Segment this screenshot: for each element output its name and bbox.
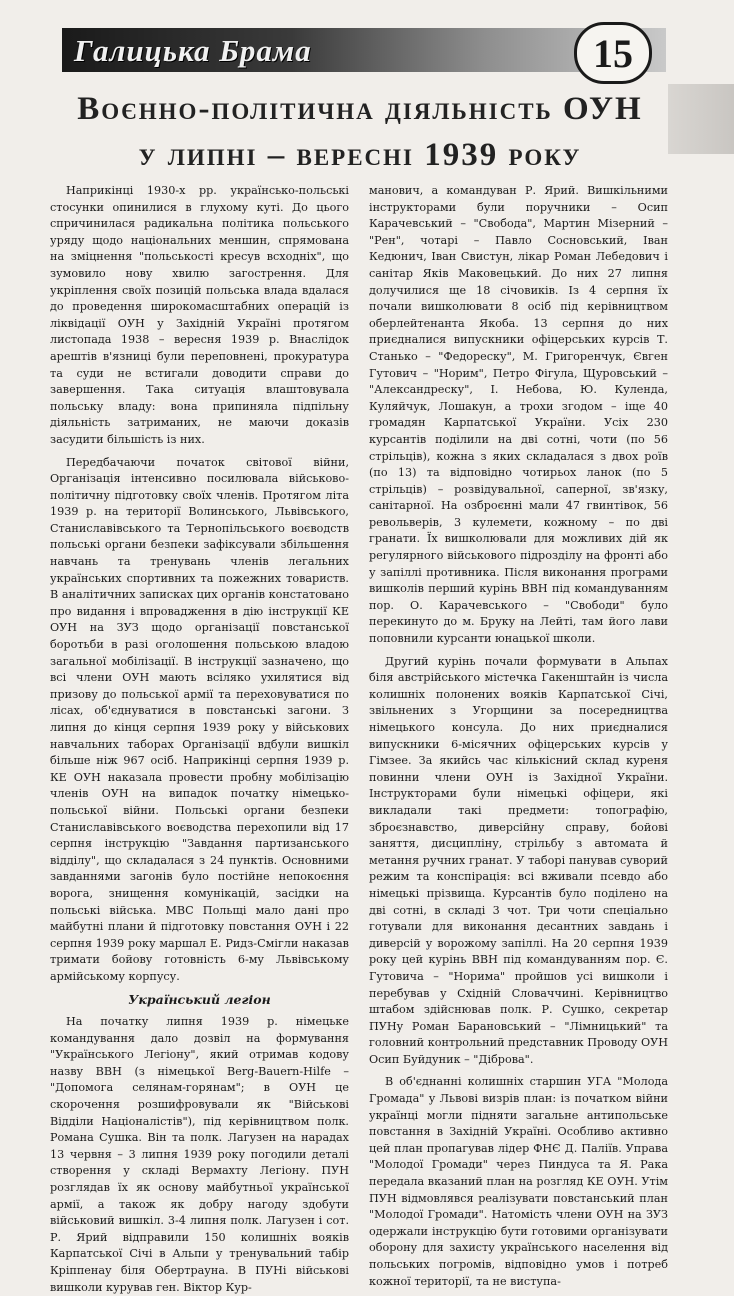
magazine-name: Галицька Брама <box>74 33 312 68</box>
section-subheading: Український легіон <box>128 991 271 1007</box>
right-column <box>369 183 668 1288</box>
article-title-line-2: у липні – вересні 1939 року <box>138 137 582 173</box>
article-title-line-1: Воєнно-політична діяльність ОУН <box>77 91 643 127</box>
left-column <box>50 183 349 1294</box>
paragraph: В об'єднанні колишніх старшин УГА "Молода Громада" у Львові визрів план: із початком війни українці могли підняти загальне антипольське повстання в Західній Україні. Особливо активно цей план пропагував лідер ФНЄ Д. Паліїв. Управа "Молодої Громади" через Пиндуса та Я. Рака передала вказаний план на розгляд КЕ ОУН. Утім ПУН відмовлявся реалізувати повстанський план "Молодої Громади". Натомість члени ОУН на ЗУЗ одержали інструкцію бути готовими організувати оборону для захисту українського населення від польських погромів, відповідно умов і потреб кожної території, та не виступа- <box>369 1075 668 1288</box>
paragraph: Передбачаючи початок світової війни, Організація інтенсивно посилювала військово-політичну підготовку своїх членів. Протягом літа 1939 р. на території Волинського, Львівського, Станиславівського та Тернопільського воєводств польські органи безпеки зафіксували збільшення навчань та тренувань членів легальних українських спортивних та пожежних товариств. В аналітичних записках цих органів констатовано про видання і впровадження в дію інструкції КЕ ОУН на ЗУЗ щодо організації повстанської боротьби в разі оголошення польською владою загальної мобілізації. В інструкції зазначено, що всі члени ОУН мають всіляко ухилятися від призову до польської армії та переховуватися по лісах, об'єднуватися в повстанські загони. З липня до кінця серпня 1939 року у військових навчальних таборах Організації вдбули вишкіл більше ніж 967 осіб. Наприкінці серпня 1939 р. КЕ ОУН наказала провести пробну мобілізацію членів ОУН на випадок початку німецько-польської війни. Польські органи безпеки Станиславівського воєводства перехопили від 17 серпня інструкцію "Завдання партизанського відділу", що складалася з 24 пунктів. Основними завданнями загонів було постійне непокоєння ворога, знищення комунікацій, засідки на польські війська. МВС Польщі мало дані про майбутні плани й підготовку повстання ОУН і 22 серпня 1939 року маршал Е. Ридз-Смігли наказав тримати бойову готовність 6-му Львівському армійському корпусу. <box>50 455 349 983</box>
page-number-badge <box>574 22 652 84</box>
page-number: 15 <box>593 30 633 76</box>
article-body <box>50 183 668 1294</box>
paragraph: Наприкінці 1930-х рр. українсько-польські стосунки опинилися в глухому куті. До цього спричинилася радикальна політика польського уряду щодо національних меншин, спрямована на зміцнення "польськості кресув всходніх", що зумовило нову хвилю загострення. Для укріплення своїх позицій польська влада вдалася до проведення широкомасштабних операцій із ліквідації ОУН у Західній Україні протягом листопада 1938 – вересня 1939 р. Внаслідок арештів в'язниці були переповнені, прокуратура та суди не встигали доводити справи до завершення. Така ситуація влаштовувала польську владу: вона припиняла підпільну діяльність затриманих, не маючи доказів засудити більшість із них. <box>50 184 349 446</box>
paragraph: манович, а командуван Р. Ярий. Вишкільними інструкторами були поручники – Осип Карачевський – "Свобода", Мартин Мізерний – "Рен", чотарі – Павло Сосновський, Іван Кедюнич, Іван Свистун, лікар Роман Лебедович і санітар Яків Маковецький. До них 27 липня долучилися ще 18 січовиків. Із 4 серпня їх почали вишколювати 8 осіб під керівництвом оберлейтенанта Якоба. 13 серпня до них приєдналися випускники офіцерських курсів Т. Станько – "Федореску", М. Григоренчук, Євген Гутович – "Норим", Петро Фігула, Щуровський – "Александреску", І. Небова, Ю. Куленда, Куляйчук, Лошакун, а трохи згодом – іще 40 громадян Карпатської України. Усіх 230 курсантів поділили на дві сотні, чоти (по 56 стрільців), кожна з яких складалася з двох роїв (по 13) та відповідно чотирьох ланок (по 5 стрільців) – розвідувальної, саперної, зв'язку, санітарної. На озброєнні мали 47 гвинтівок, 56 револьверів, 3 кулемети, кожному – по дві гранати. Їх вишколювали для можливих дій як регулярного військового підрозділу на фронті або у запіллі противника. Після виконання програми вишколів перший курінь ВВН під командуванням пор. О. Карачевського – "Свободи" було перекинуто до м. Брукy на Лейті, там його лави поповнили курсанти юнацької школи. <box>369 184 668 646</box>
paragraph: Другий курінь почали формувати в Альпах біля австрійського містечка Гакенштайн із числа колишніх полонених вояків Карпатської Січі, звільнених з Угорщини за посередництва німецького консула. До них приєдналися випускники 6-місячних офіцерських курсів у Гімзее. За якийсь час кількісний склад куреня повинни члени ОУН із Західної України. Інструкторами були німецькі офіцери, які викладали такі предмети: топографію, зброєзнавство, диверсійну справу, бойові заняття, дисципліну, стрільбу з автомата й метання ручних гранат. У таборі панував суворий режим та конспірація: всі вживали псевдо або німецькі прізвища. Курсантів було поділено на дві сотні, в складі 3 чот. Три чоти спеціально готували для виконання десантних завдань і диверсій у ворожому запіллі. На 20 серпня 1939 року цей курінь ВВН під командуванням пор. Є. Гутовича – "Норима" пройшов усі вишколи і перебував у Східній Словаччині. Керівництво штабом здійснював полк. Р. Сушко, секретар ПУНу Роман Барановський – "Лімницький" та головний контрольний представник Проводу ОУН Осип Буйдуник – "Діброва". <box>369 654 668 1066</box>
paragraph: На початку липня 1939 р. німецьке командування дало дозвіл на формування "Українського Легіону", який отримав кодову назву ВВН (з німецької Berg-Bauern-Hilfe – "Допомога селянам-горянам"; в ОУН це скорочення розшифровували як "Військові Відділи Націоналістів"), під керівництвом полк. Романа Сушка. Він та полк. Лагузен на нарадах 13 червня – 3 липня 1939 року погодили деталі створення у складі Вермахту Легіону. ПУН розглядав їх як основу майбутньої української армії, а також як добру нагоду здобути військовий вишкіл. 3-4 липня полк. Лагузен і сот. Р. Ярий відправили 150 колишніх вояків Карпатської Січі в Альпи у тренувальний табір Кріппенау біля Обертраунa. В ПУНі військові вишколи курував ген. Віктор Кур- <box>50 1015 349 1294</box>
article-title <box>40 86 680 178</box>
